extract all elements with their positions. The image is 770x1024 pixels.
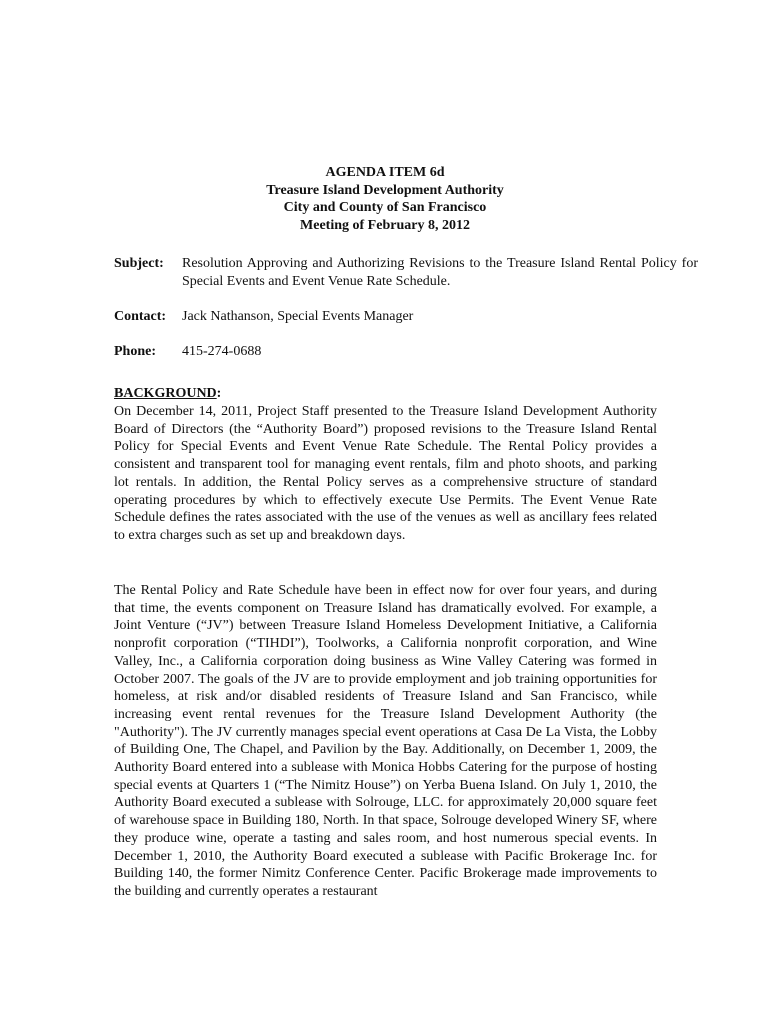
- contact-label: Contact:: [114, 309, 167, 324]
- subject-row: [114, 255, 698, 290]
- agenda-header: [112, 164, 658, 235]
- phone-label: Phone:: [114, 344, 156, 359]
- background-paragraph-1: On December 14, 2011, Project Staff presented to the Treasure Island Development Authority Board of Directors (the “Authority Board”) proposed revisions to the Treasure Island Rental Policy for Special Events and Event Venue Rate Schedule. The Rental Policy provides a consistent and transparent tool for managing event rentals, film and photo shoots, and parking lot rentals. In addition, the Rental Policy serves as a comprehensive structure of standard operating procedures by which to effectively execute Use Permits. The Event Venue Rate Schedule defines the rates associated with the use of the venues as well as ancillary fees related to extra charges such as set up and breakdown days.: [114, 404, 657, 543]
- subject-text: Resolution Approving and Authorizing Revisions to the Treasure Island Rental Policy for Special Events and Event Venue Rate Schedule.: [182, 256, 698, 289]
- background-paragraph-2: The Rental Policy and Rate Schedule have been in effect now for over four years, and during that time, the events component on Treasure Island has dramatically evolved. For example, a Joint Venture (“JV”) between Treasure Island Homeless Development Initiative, a California nonprofit corporation (“TIHDI”), Toolworks, a California nonprofit corporation, and Wine Valley, Inc., a California corporation doing business as Wine Valley Catering was formed in October 2007. The goals of the JV are to provide employment and job training opportunities for homeless, at risk and/or disabled residents of Treasure Island and San Francisco, while increasing event rental revenues for the Treasure Island Development Authority (the "Authority"). The JV currently manages special event operations at Casa De La Vista, the Lobby of Building One, The Chapel, and Pavilion by the Bay. Additionally, on December 1, 2009, the Authority Board entered into a sublease with Monica Hobbs Catering for the purpose of hosting special events at Quarters 1 (“The Nimitz House”) on Yerba Buena Island. On July 1, 2010, the Authority Board executed a sublease with Solrouge, LLC. for approximately 20,000 square feet of warehouse space in Building 180, North. In that space, Solrouge developed Winery SF, where they produce wine, operate a tasting and sales room, and host numerous special events. In December 1, 2010, the Authority Board executed a sublease with Pacific Brokerage Inc. for Building 140, the former Nimitz Conference Center. Pacific Brokerage made improvements to the building and currently operates a restaurant: [114, 583, 657, 899]
- agenda-item-title: AGENDA ITEM 6d: [325, 165, 445, 180]
- phone-row: [114, 343, 698, 361]
- phone-text: 415-274-0688: [182, 344, 262, 359]
- background-heading-colon: :: [216, 386, 222, 401]
- subject-label: Subject:: [114, 256, 164, 271]
- contact-row: [114, 308, 698, 326]
- organization-name: Treasure Island Development Authority: [266, 182, 504, 198]
- meeting-date: Meeting of February 8, 2012: [300, 218, 470, 234]
- background-heading: [114, 385, 221, 403]
- background-heading-text: BACKGROUND: [114, 386, 217, 401]
- contact-text: Jack Nathanson, Special Events Manager: [182, 309, 414, 324]
- jurisdiction-name: City and County of San Francisco: [283, 200, 487, 216]
